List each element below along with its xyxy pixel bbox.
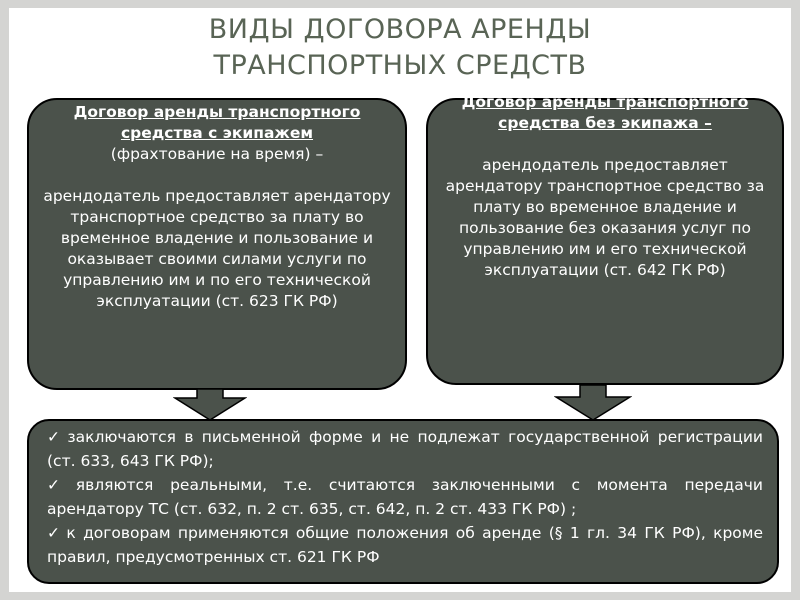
with-crew-body: арендодатель предоставляет арендатору транспортное средство за плату во временное владение и пользование и оказывает своими силами услуги по управлению им и по его технической эксплуатации (ст. 623 ГК РФ) bbox=[43, 187, 391, 310]
without-crew-box bbox=[426, 93, 784, 385]
with-crew-box bbox=[27, 98, 407, 390]
check-icon: ✓ bbox=[47, 428, 64, 446]
title-line-2: ТРАНСПОРТНЫХ СРЕДСТВ bbox=[213, 50, 587, 81]
with-crew-subtitle: (фрахтование на время) – bbox=[110, 145, 324, 163]
spacer bbox=[39, 165, 395, 186]
feature-item bbox=[47, 473, 763, 521]
without-crew-body: арендодатель предоставляет арендатору транспортное средство за плату во временное владение и пользование без оказания услуг по управлению им и его технической эксплуатации (ст. 642 ГК РФ) bbox=[445, 156, 765, 279]
arrow-down-left-icon bbox=[173, 388, 247, 422]
check-icon: ✓ bbox=[47, 524, 63, 542]
feature-text: к договорам применяются общие положения об аренде (§ 1 гл. 34 ГК РФ), кроме правил, предусмотренных ст. 621 ГК РФ bbox=[47, 524, 763, 566]
feature-text: заключаются в письменной форме и не подлежат государственной регистрации (ст. 633, 643 ГК РФ); bbox=[47, 428, 763, 470]
spacer bbox=[438, 134, 772, 155]
title-line-1: ВИДЫ ДОГОВОРА АРЕНДЫ bbox=[208, 14, 592, 45]
arrow-down-right-icon bbox=[554, 384, 632, 422]
feature-item bbox=[47, 425, 763, 473]
check-icon: ✓ bbox=[47, 476, 72, 494]
with-crew-heading: Договор аренды транспортного средства с экипажем bbox=[73, 103, 361, 142]
feature-item bbox=[47, 521, 763, 569]
without-crew-heading: Договор аренды транспортного средства без экипажа – bbox=[461, 93, 749, 132]
page-title bbox=[0, 12, 800, 84]
common-features-box bbox=[27, 419, 779, 584]
feature-text: являются реальными, т.е. считаются заключенными с момента передачи арендатору ТС (ст. 632, п. 2 ст. 635, ст. 642, п. 2 ст. 433 ГК РФ) ; bbox=[47, 476, 763, 518]
